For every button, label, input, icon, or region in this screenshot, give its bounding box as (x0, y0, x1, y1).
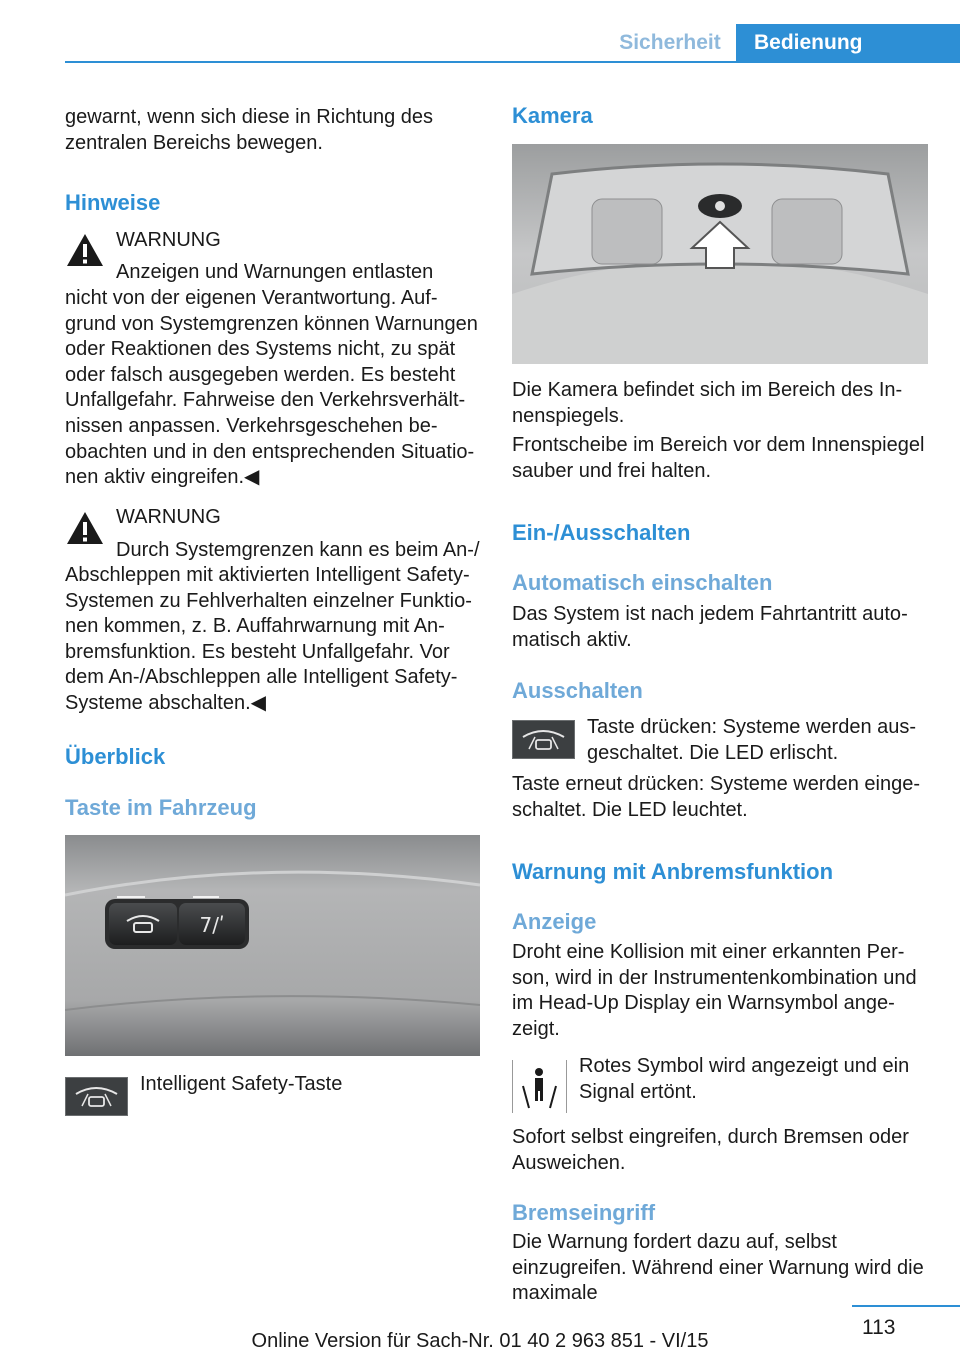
warning1-text: nicht von der eigenen Verantwortung. Aufgrund von Systemgrenzen können Warnungen oder Reaktionen des Systems nicht, zu spät oder falsch ausgegeben werden. Es besteht Unfallgefahr. Fahrweise den Verkehrsverhältnissen anpassen. Verkehrsgeschehen beobachten und in den entsprechenden Situationen aktiv eingreifen.◀ (65, 287, 478, 489)
warning2-text: Abschleppen mit aktivierten Intelligent Safety-Systemen zu Fehlverhalten einzelner Funktionen kommen, z. B. Auffahrwarnung mit Anbremsfunktion. Es besteht Unfallgefahr. Vor dem An-/Abschleppen alle Intelligent Safety-Systeme abschalten.◀ (65, 564, 472, 714)
taste-im-fahrzeug-heading: Taste im Fahrzeug (65, 795, 257, 820)
ausschalten-heading: Ausschalten (512, 678, 643, 703)
anzeige-text: Droht eine Kollision mit einer erkannten Person, wird in der Instrumentenkombination und im Head-Up Display ein Warnsymbol angezeigt. (512, 941, 917, 1040)
ueberblick-heading: Überblick (65, 744, 166, 769)
svg-text:7/ʹ: 7/ʹ (199, 913, 225, 937)
kamera-text-1: Die Kamera befindet sich im Bereich des Innenspiegels. (512, 379, 903, 427)
intro-text: gewarnt, wenn sich diese in Richtung des zentralen Bereichs bewegen. (65, 106, 433, 154)
warning1-title: WARNUNG (116, 229, 221, 251)
anzeige-heading: Anzeige (512, 909, 597, 934)
warning2-title: WARNUNG (116, 506, 221, 528)
automatisch-text: Das System ist nach jedem Fahrtantritt automatisch aktiv. (512, 603, 908, 651)
camera-location-photo (512, 144, 928, 364)
ein-ausschalten-heading: Ein-/Ausschalten (512, 520, 691, 545)
ausschalten-icon-text: Taste drücken: Systeme werden ausgeschaltet. Die LED erlischt. (587, 716, 917, 764)
warning1-first-line: Anzeigen und Warnungen entlasten (116, 261, 434, 283)
pedestrian-warning-icon (512, 1060, 567, 1113)
header-tab-sicherheit[interactable]: Sicherheit (619, 31, 721, 54)
intelligent-safety-caption: Intelligent Safety-Taste (140, 1073, 343, 1095)
page-number: 113 (862, 1316, 896, 1339)
vehicle-button-photo (65, 835, 480, 1056)
warning2-first-line: Durch Systemgrenzen kann es beim An-/ (116, 539, 480, 561)
ausschalten-text-2: Taste erneut drücken: Systeme werden eingeschaltet. Die LED leuchtet. (512, 773, 921, 821)
footer-rule (852, 1305, 960, 1307)
sofort-text: Sofort selbst eingreifen, durch Bremsen oder Ausweichen. (512, 1126, 909, 1174)
bremseingriff-text: Die Warnung fordert dazu auf, selbst einzugreifen. Während einer Warnung wird die maximale (512, 1231, 924, 1305)
intelligent-safety-button-icon (65, 1077, 128, 1116)
warnung-anbremsfunktion-heading: Warnung mit Anbremsfunktion (512, 859, 834, 884)
intelligent-safety-button-icon (512, 720, 575, 759)
kamera-heading: Kamera (512, 103, 593, 128)
header-tab-bedienung[interactable]: Bedienung (736, 24, 960, 62)
kamera-text-2: Frontscheibe im Bereich vor dem Innenspiegel sauber und frei halten. (512, 434, 925, 482)
bremseingriff-heading: Bremseingriff (512, 1200, 656, 1225)
hinweise-heading: Hinweise (65, 190, 161, 215)
automatisch-einschalten-heading: Automatisch einschalten (512, 570, 773, 595)
warning-triangle-icon (65, 232, 105, 268)
header-rule (65, 61, 960, 63)
online-version-footer: Online Version für Sach-Nr. 01 40 2 963 851 - VI/15 (251, 1330, 709, 1352)
symbol-text: Rotes Symbol wird angezeigt und ein Signal ertönt. (579, 1055, 910, 1103)
warning-triangle-icon (65, 510, 105, 546)
